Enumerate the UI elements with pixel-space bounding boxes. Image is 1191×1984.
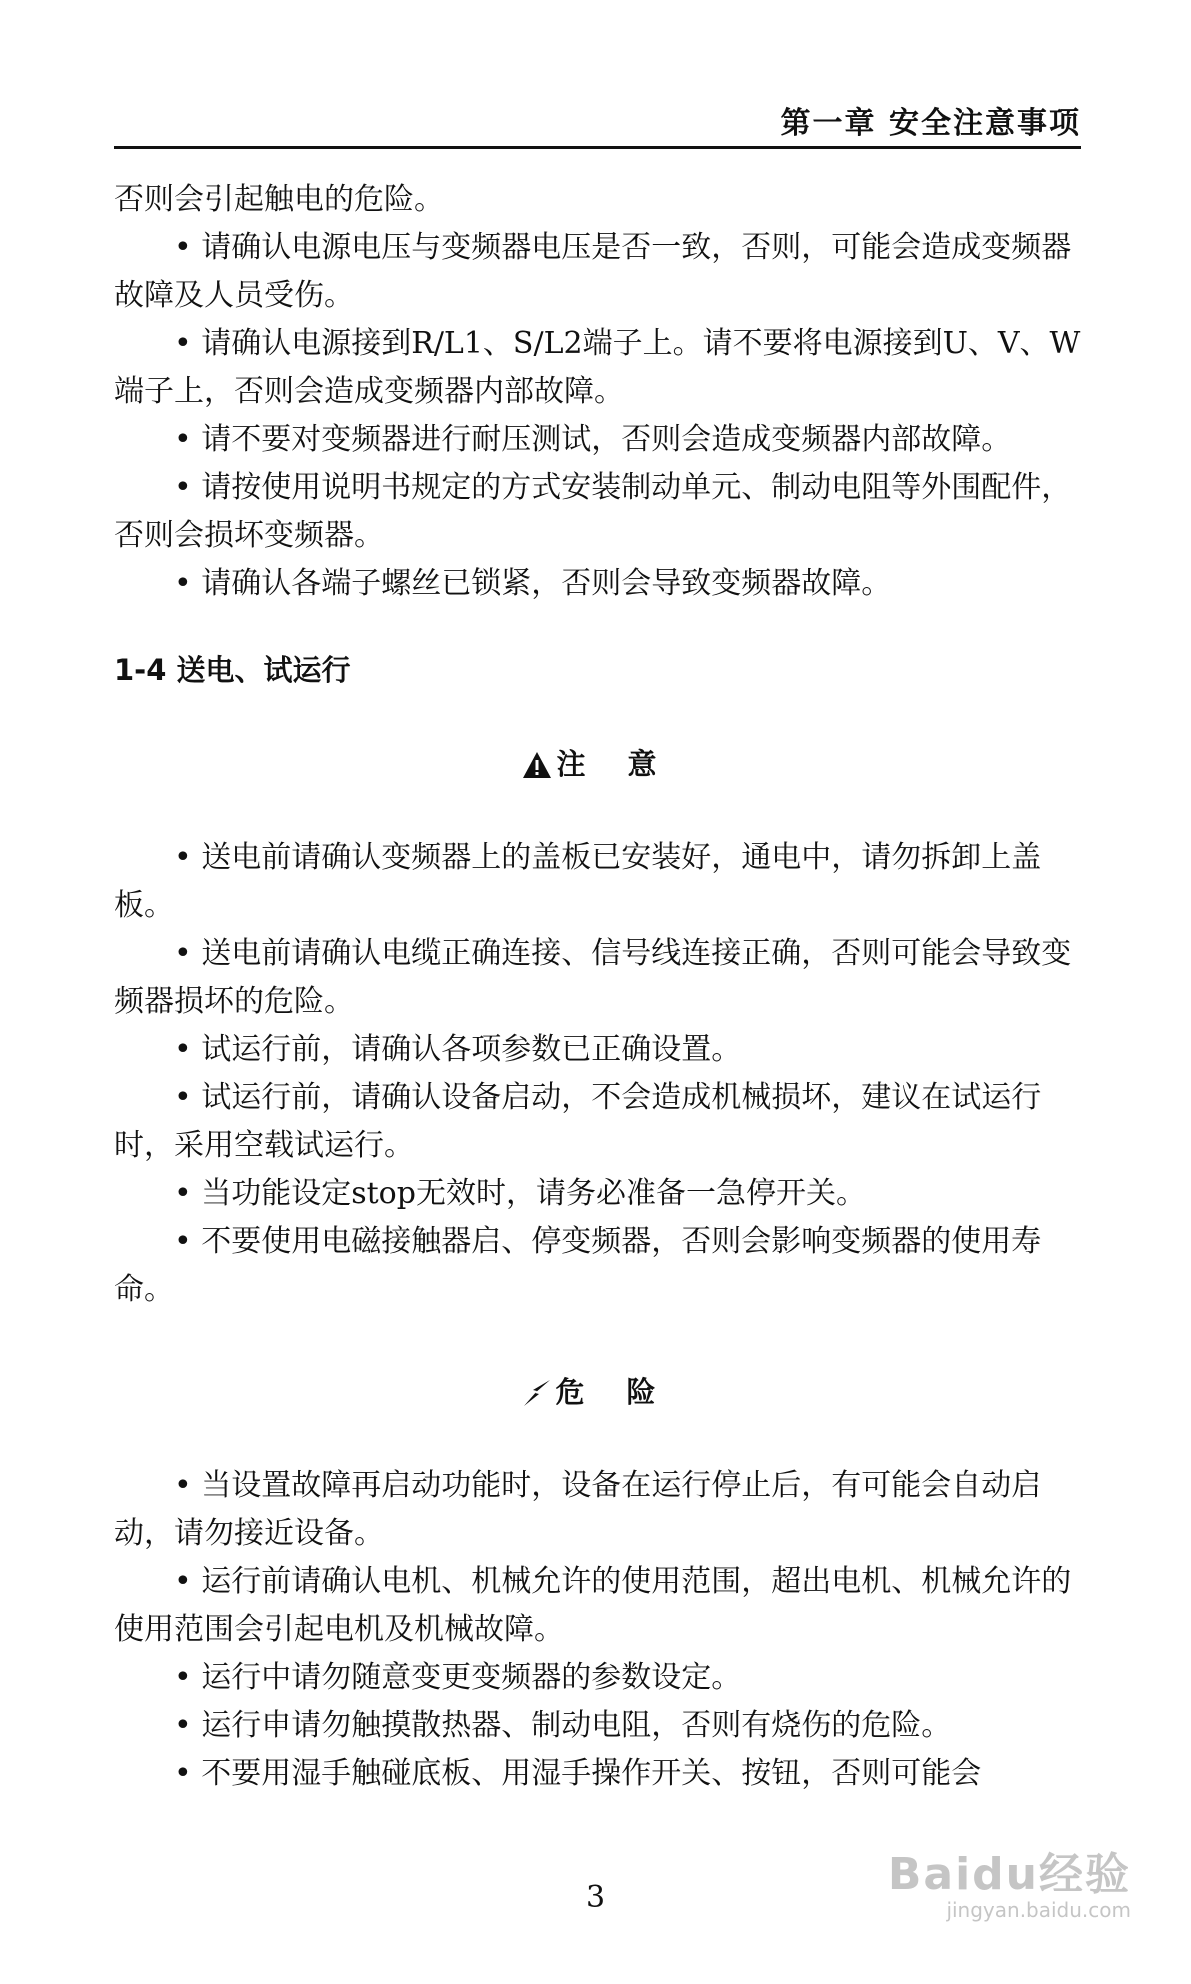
caution-item: • 送电前请确认变频器上的盖板已安装好，通电中，请勿拆卸上盖板。 <box>114 840 1042 923</box>
caution-item: • 试运行前，请确认设备启动，不会造成机械损坏，建议在试运行时，采用空载试运行。 <box>114 1080 1042 1163</box>
warning-triangle-icon <box>522 751 552 779</box>
section-heading: 1-4 送电、试运行 <box>114 653 351 687</box>
caution-notice <box>114 740 1081 788</box>
page-body <box>114 176 1081 1798</box>
paragraph: • 请确认电源电压与变频器电压是否一致，否则，可能会造成变频器故障及人员受伤。 <box>114 230 1072 313</box>
caution-label: 注 意 <box>556 747 673 781</box>
paragraph: • 请确认各端子螺丝已锁紧，否则会导致变频器故障。 <box>174 566 892 601</box>
caution-item: • 不要使用电磁接触器启、停变频器，否则会影响变频器的使用寿命。 <box>114 1224 1042 1307</box>
danger-item: • 运行前请确认电机、机械允许的使用范围，超出电机、机械允许的使用范围会引起电机及机械故障。 <box>114 1564 1072 1647</box>
caution-item: • 试运行前，请确认各项参数已正确设置。 <box>174 1032 742 1067</box>
header-divider <box>114 146 1081 149</box>
watermark-logo: Baidu经验 <box>887 1849 1131 1900</box>
danger-item: • 当设置故障再启动功能时，设备在运行停止后，有可能会自动启动，请勿接近设备。 <box>114 1468 1042 1551</box>
paragraph: • 请不要对变频器进行耐压测试，否则会造成变频器内部故障。 <box>174 422 1012 457</box>
caution-item: • 当功能设定stop无效时，请务必准备一急停开关。 <box>174 1176 866 1211</box>
danger-label: 危 险 <box>555 1375 672 1409</box>
paragraph: • 请确认电源接到R/L1、S/L2端子上。请不要将电源接到U、V、W端子上，否则会造成变频器内部故障。 <box>114 326 1081 409</box>
danger-item: • 运行申请勿触摸散热器、制动电阻，否则有烧伤的危险。 <box>174 1708 952 1743</box>
paragraph: • 请按使用说明书规定的方式安装制动单元、制动电阻等外围配件，否则会损坏变频器。 <box>114 470 1072 553</box>
danger-item: • 运行中请勿随意变更变频器的参数设定。 <box>174 1660 742 1695</box>
paragraph: 否则会引起触电的危险。 <box>114 182 444 217</box>
danger-item: • 不要用湿手触碰底板、用湿手操作开关、按钮，否则可能会 <box>174 1756 982 1791</box>
chapter-title: 第一章 安全注意事项 <box>780 106 1081 141</box>
watermark-url: jingyan.baidu.com <box>946 1898 1131 1922</box>
page-number: 3 <box>585 1880 606 1915</box>
danger-notice <box>114 1368 1081 1416</box>
lightning-icon <box>523 1379 551 1407</box>
caution-item: • 送电前请确认电缆正确连接、信号线连接正确，否则可能会导致变频器损坏的危险。 <box>114 936 1072 1019</box>
